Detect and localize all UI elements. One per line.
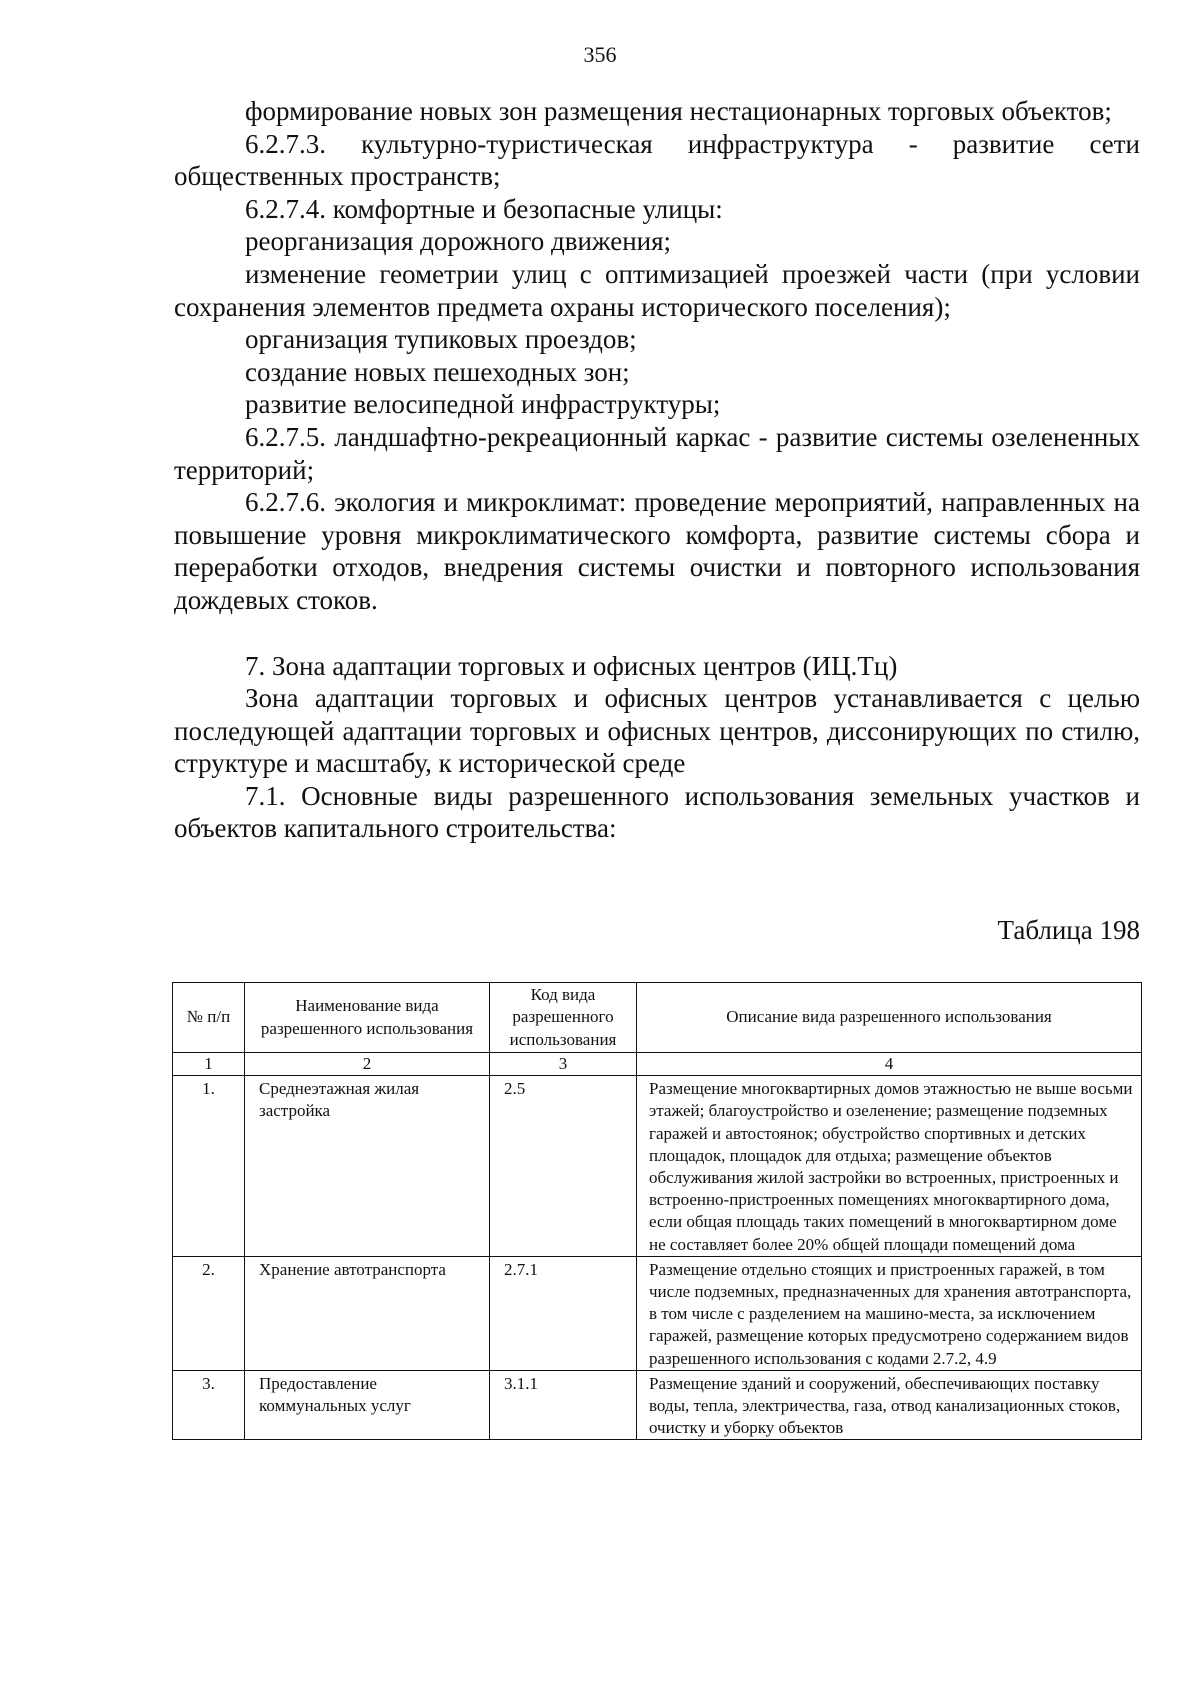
section-gap [174, 617, 1140, 650]
paragraph: 7.1. Основные виды разрешенного использования земельных участков и объектов капитального строительства: [174, 780, 1140, 844]
header-number: № п/п [173, 983, 245, 1053]
row-number: 1. [173, 1076, 245, 1257]
paragraph: 6.2.7.5. ландшафтно-рекреационный каркас - развитие системы озелененных территорий; [174, 421, 1140, 485]
row-number: 3. [173, 1370, 245, 1440]
table-row [173, 1256, 1142, 1370]
use-name: Предоставление коммунальных услуг [245, 1370, 490, 1440]
paragraph: 6.2.7.3. культурно-туристическая инфраструктура - развитие сети общественных пространств; [174, 128, 1140, 192]
table-row [173, 1076, 1142, 1257]
section-heading: 7. Зона адаптации торговых и офисных центров (ИЦ.Тц) [245, 650, 898, 681]
paragraph: изменение геометрии улиц с оптимизацией проезжей части (при условии сохранения элементов предмета охраны исторического поселения); [174, 258, 1140, 322]
use-code: 2.7.1 [490, 1256, 637, 1370]
page-number: 356 [583, 42, 617, 67]
permitted-use-table [172, 982, 1142, 1440]
use-code: 2.5 [490, 1076, 637, 1257]
use-description: Размещение отдельно стоящих и пристроенных гаражей, в том числе подземных, предназначенных для хранения автотранспорта, в том числе с разделением на машино-места, за исключением гаражей, размещение которых предусмотрено содержанием видов разрешенного использования с кодами 2.7.2, 4.9 [637, 1256, 1142, 1370]
header-code: Код вида разрешенного использования [490, 983, 637, 1053]
use-name: Хранение автотранспорта [245, 1256, 490, 1370]
column-number: 2 [245, 1053, 490, 1076]
header-description: Описание вида разрешенного использования [637, 983, 1142, 1053]
use-name: Среднеэтажная жилая застройка [245, 1076, 490, 1257]
table-header-row [173, 983, 1142, 1053]
use-code: 3.1.1 [490, 1370, 637, 1440]
body-text [174, 95, 1140, 845]
header-name: Наименование вида разрешенного использования [245, 983, 490, 1053]
table-row [173, 1370, 1142, 1440]
paragraph: Зона адаптации торговых и офисных центров устанавливается с целью последующей адаптации торговых и офисных центров, диссонирующих по стилю, структуре и масштабу, к исторической среде [174, 683, 1140, 779]
use-description: Размещение многоквартирных домов этажностью не выше восьми этажей; благоустройство и озеленение; размещение подземных гаражей и автостоянок; обустройство спортивных и детских площадок, площадок для отдыха; размещение объектов обслуживания жилой застройки во встроенных, пристроенных и встроенно-пристроенных помещениях многоквартирного дома, если общая площадь таких помещений в многоквартирном доме не составляет более 20% общей площади помещений дома [637, 1076, 1142, 1257]
paragraph: организация тупиковых проездов; [245, 324, 637, 355]
paragraph: создание новых пешеходных зон; [245, 356, 630, 387]
paragraph: реорганизация дорожного движения; [245, 226, 672, 257]
column-number: 1 [173, 1053, 245, 1076]
column-number: 3 [490, 1053, 637, 1076]
use-description: Размещение зданий и сооружений, обеспечивающих поставку воды, тепла, электричества, газа, отвод канализационных стоков, очистку и уборку объектов [637, 1370, 1142, 1440]
paragraph: формирование новых зон размещения нестационарных торговых объектов; [245, 96, 1112, 126]
row-number: 2. [173, 1256, 245, 1370]
table-caption: Таблица 198 [997, 915, 1140, 945]
paragraph: развитие велосипедной инфраструктуры; [245, 389, 721, 420]
paragraph: 6.2.7.6. экология и микроклимат: проведение мероприятий, направленных на повышение уровня микроклиматического комфорта, развитие системы сбора и переработки отходов, внедрения системы очистки и повторного использования дождевых стоков. [174, 487, 1140, 615]
paragraph: 6.2.7.4. комфортные и безопасные улицы: [245, 193, 723, 224]
column-number: 4 [637, 1053, 1142, 1076]
column-number-row [173, 1053, 1142, 1076]
